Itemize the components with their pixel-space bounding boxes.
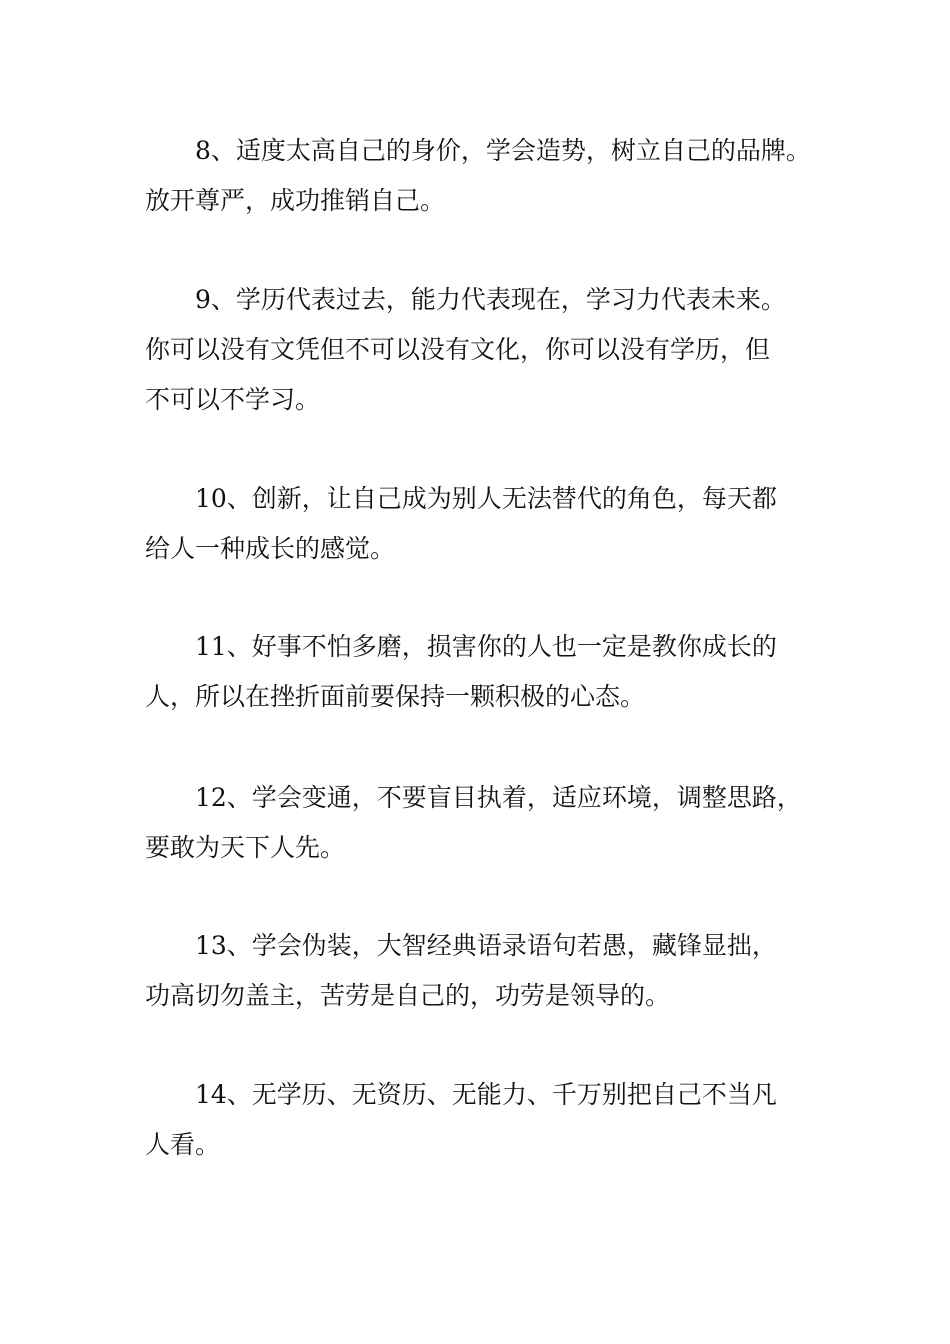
paragraph-item-11 (145, 622, 835, 722)
paragraph-line: 给人一种成长的感觉。 (145, 534, 396, 563)
paragraph-line: 功高切勿盖主，苦劳是自己的，功劳是领导的。 (145, 981, 671, 1010)
paragraph-line: 13、学会伪装，大智经典语录语句若愚，藏锋显拙， (195, 931, 777, 960)
paragraph-line: 放开尊严，成功推销自己。 (145, 186, 446, 215)
paragraph-item-8 (145, 126, 835, 226)
paragraph-item-14 (145, 1070, 835, 1170)
paragraph-line: 人，所以在挫折面前要保持一颗积极的心态。 (145, 682, 646, 711)
paragraph-line: 12、学会变通，不要盲目执着，适应环境，调整思路， (195, 783, 802, 812)
paragraph-line: 9、学历代表过去，能力代表现在，学习力代表未来。 (195, 285, 786, 314)
paragraph-line: 人看。 (145, 1130, 221, 1159)
paragraph-line: 不可以不学习。 (145, 385, 321, 414)
paragraph-line: 10、创新，让自己成为别人无法替代的角色，每天都 (195, 484, 777, 513)
paragraph-line: 要敢为天下人先。 (145, 833, 346, 862)
paragraph-item-13 (145, 921, 835, 1021)
paragraph-item-9 (145, 275, 835, 425)
paragraph-item-12 (145, 773, 835, 873)
paragraph-line: 11、好事不怕多磨，损害你的人也一定是教你成长的 (195, 632, 777, 661)
paragraph-line: 你可以没有文凭但不可以没有文化，你可以没有学历，但 (145, 335, 771, 364)
paragraph-line: 8、适度太高自己的身价，学会造势，树立自己的品牌。 (195, 136, 811, 165)
paragraph-line: 14、无学历、无资历、无能力、千万别把自己不当凡 (195, 1080, 777, 1109)
paragraph-item-10 (145, 474, 835, 574)
